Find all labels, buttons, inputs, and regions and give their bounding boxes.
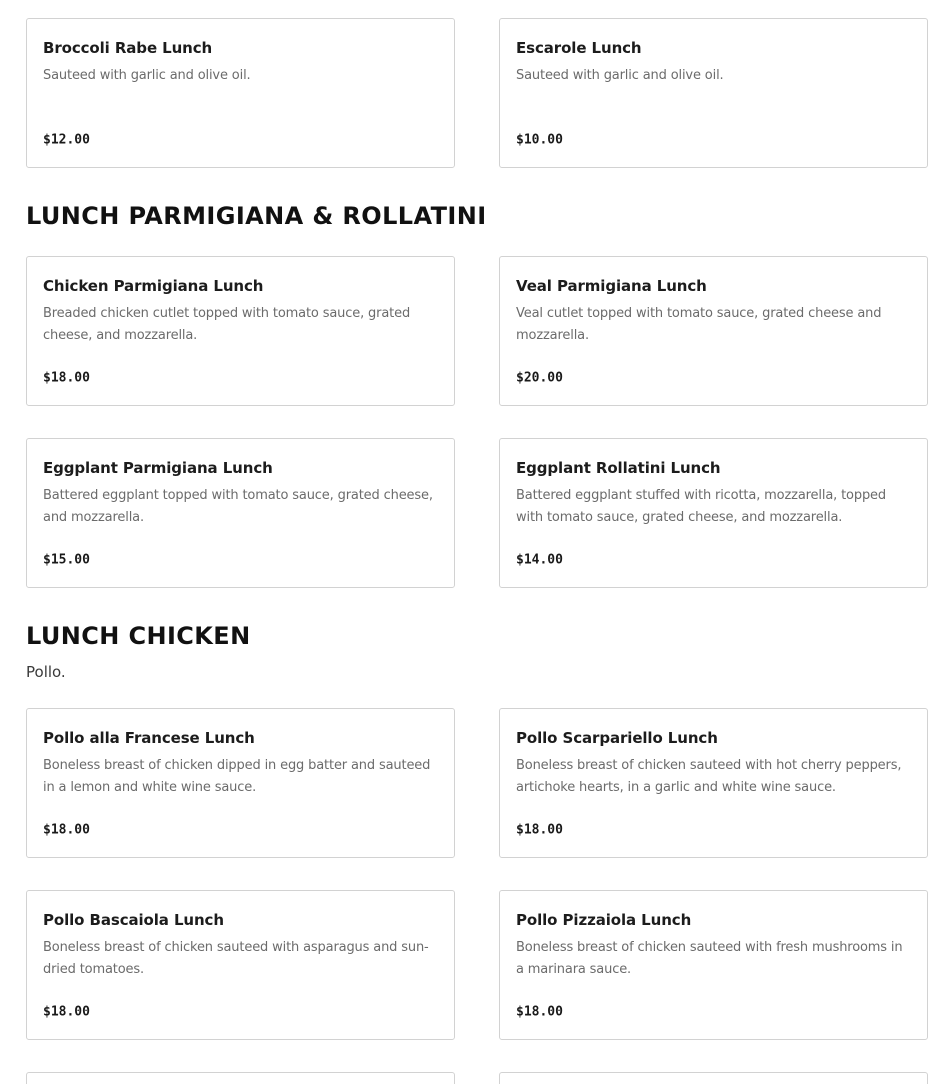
menu-item-card[interactable]	[499, 438, 928, 588]
section-title: LUNCH PARMIGIANA & ROLLATINI	[26, 202, 487, 230]
menu-item-card[interactable]	[499, 256, 928, 406]
section-title: LUNCH CHICKEN	[26, 622, 251, 650]
menu-item-price: $18.00	[516, 822, 563, 838]
menu-item-name: Chicken Parmigiana Lunch	[43, 277, 264, 295]
menu-item-description: Battered eggplant topped with tomato sauce, grated cheese, and mozzarella.	[43, 488, 433, 525]
menu-item-price: $14.00	[516, 552, 563, 568]
menu-item-price: $18.00	[43, 822, 90, 838]
menu-item-name: Broccoli Rabe Lunch	[43, 39, 213, 57]
menu-item-price: $18.00	[516, 1004, 563, 1020]
menu-item-description: Battered eggplant stuffed with ricotta, mozzarella, topped with tomato sauce, grated cheese, and mozzarella.	[516, 488, 887, 525]
menu-item-card[interactable]	[499, 1072, 928, 1084]
menu-item-name: Pollo Bascaiola Lunch	[43, 911, 224, 929]
menu-item-card[interactable]	[499, 890, 928, 1040]
menu-item-price: $20.00	[516, 370, 563, 386]
menu-item-name: Veal Parmigiana Lunch	[516, 277, 707, 295]
menu-item-name: Pollo alla Francese Lunch	[43, 729, 255, 747]
menu-item-price: $18.00	[43, 1004, 90, 1020]
menu-item-card[interactable]	[499, 18, 928, 168]
menu-item-name: Escarole Lunch	[516, 39, 642, 57]
menu-item-name: Eggplant Rollatini Lunch	[516, 459, 721, 477]
menu-item-description: Boneless breast of chicken sauteed with asparagus and sun-dried tomatoes.	[43, 940, 429, 977]
menu-item-card[interactable]	[26, 256, 455, 406]
menu-item-card[interactable]	[26, 1072, 455, 1084]
menu-item-name: Pollo Scarpariello Lunch	[516, 729, 718, 747]
section-description: Pollo.	[26, 663, 66, 681]
menu-item-description: Veal cutlet topped with tomato sauce, grated cheese and mozzarella.	[516, 306, 882, 343]
menu-item-card[interactable]	[26, 890, 455, 1040]
menu-item-card[interactable]	[26, 438, 455, 588]
menu-item-price: $15.00	[43, 552, 90, 568]
menu-item-price: $12.00	[43, 132, 90, 148]
menu-item-name: Eggplant Parmigiana Lunch	[43, 459, 273, 477]
menu-item-description: Boneless breast of chicken dipped in egg batter and sauteed in a lemon and white wine sauce.	[43, 758, 431, 795]
menu-item-price: $10.00	[516, 132, 563, 148]
menu-item-card[interactable]	[499, 708, 928, 858]
menu-item-card[interactable]	[26, 18, 455, 168]
menu-item-description: Sauteed with garlic and olive oil.	[43, 68, 251, 83]
menu-item-card[interactable]	[26, 708, 455, 858]
menu-item-description: Boneless breast of chicken sauteed with fresh mushrooms in a marinara sauce.	[516, 940, 903, 977]
menu-item-name: Pollo Pizzaiola Lunch	[516, 911, 692, 929]
menu-item-price: $18.00	[43, 370, 90, 386]
menu-item-description: Sauteed with garlic and olive oil.	[516, 68, 724, 83]
menu-item-description: Boneless breast of chicken sauteed with hot cherry peppers, artichoke hearts, in a garlic and white wine sauce.	[516, 758, 902, 795]
menu-item-description: Breaded chicken cutlet topped with tomato sauce, grated cheese, and mozzarella.	[43, 306, 411, 343]
